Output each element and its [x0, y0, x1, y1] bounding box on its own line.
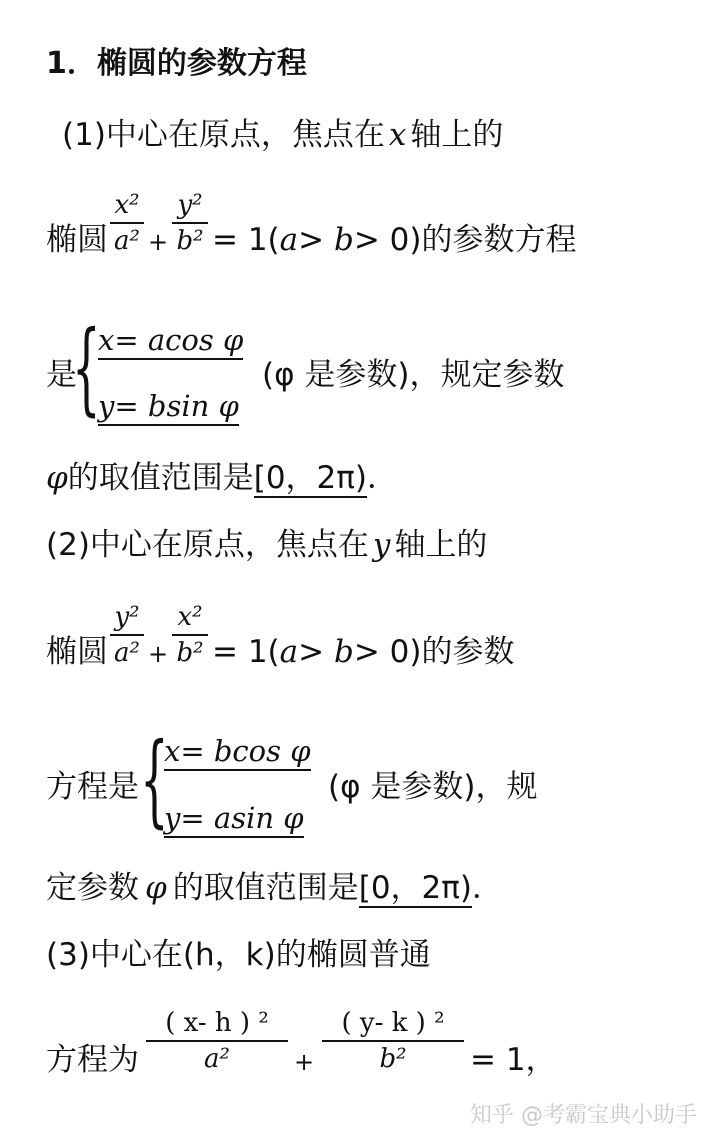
part1-line1: (1)中心在原点，焦点在 x 轴上的 — [62, 117, 504, 153]
part2-equation-tail: = 1(a> b> 0)的参数 — [212, 634, 515, 670]
part3-fraction-x: ( x- h ) ² a² — [146, 1008, 288, 1074]
part2-left-brace: { — [140, 721, 169, 838]
part1-plus: + — [148, 228, 169, 256]
part1-parameter-note: (φ 是参数)，规定参数 — [262, 357, 565, 393]
part2-fraction-x: x² b² — [172, 602, 208, 668]
part1-fraction-y: y² b² — [172, 190, 208, 256]
part3-fraction-y: ( y- k ) ² b² — [322, 1008, 464, 1074]
watermark-text: 知乎 @考霸宝典小助手 — [470, 1103, 697, 1128]
part3-line1: (3)中心在(h，k)的椭圆普通 — [46, 937, 431, 973]
part3-prefix-equation: 方程为 — [46, 1042, 139, 1078]
part2-prefix-equation-is: 方程是 — [46, 769, 139, 805]
part2-fraction-y: y² a² — [110, 602, 144, 668]
part2-system-top: x= bcos φ — [164, 733, 311, 771]
part1-system-bottom: y= bsin φ — [98, 388, 239, 426]
part1-left-brace: { — [72, 309, 101, 426]
part2-line1: (2)中心在原点，焦点在 y 轴上的 — [46, 527, 488, 563]
part2-range-line: 定参数 φ 的取值范围是[0，2π)． — [46, 870, 504, 906]
part3-plus: + — [294, 1048, 315, 1076]
part1-fraction-x: x² a² — [110, 190, 144, 256]
part1-prefix-ellipse: 椭圆 — [46, 222, 108, 258]
part1-system-top: x= acos φ — [98, 322, 243, 360]
section-title: 1．椭圆的参数方程 — [46, 46, 307, 81]
part1-equation-tail: = 1(a> b> 0)的参数方程 — [212, 222, 577, 258]
part1-range-line: φ的取值范围是[0，2π)． — [46, 460, 399, 496]
part2-plus: + — [148, 640, 169, 668]
part2-prefix-ellipse: 椭圆 — [46, 634, 108, 670]
part2-system-bottom: y= asin φ — [164, 800, 304, 838]
part2-parameter-note: (φ 是参数)，规 — [328, 769, 538, 805]
part3-equation-tail: = 1， — [470, 1042, 557, 1078]
part1-prefix-is: 是 — [46, 357, 77, 393]
